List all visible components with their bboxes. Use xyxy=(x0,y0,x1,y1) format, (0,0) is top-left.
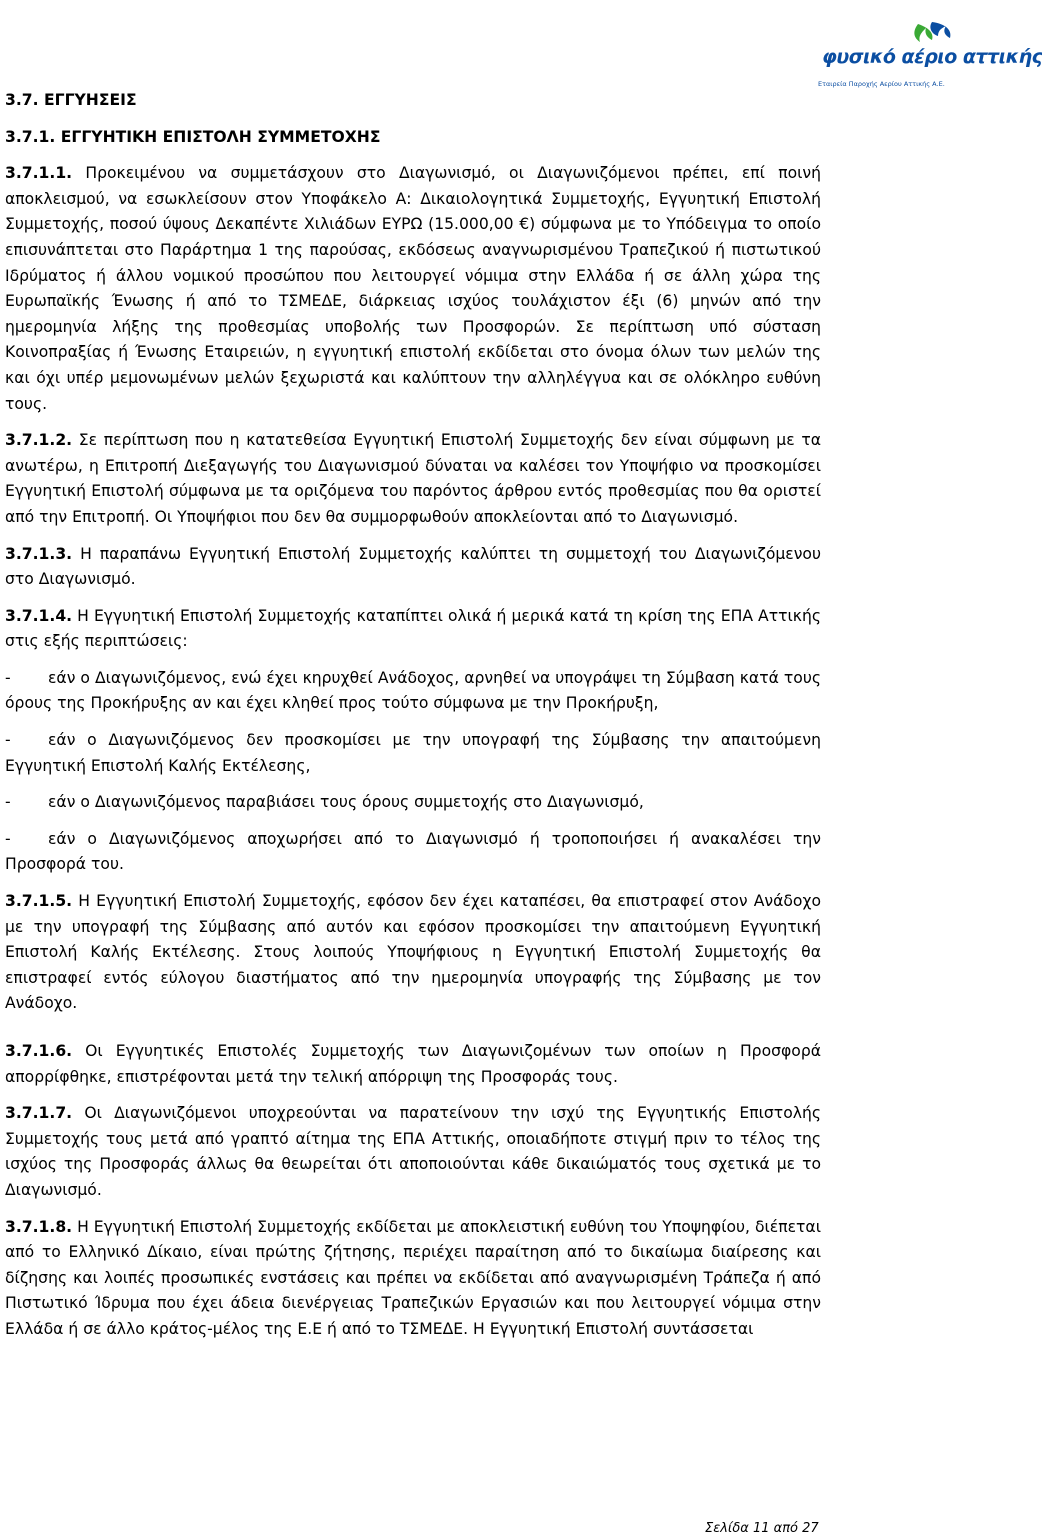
paragraph-3-7-1-4 xyxy=(5,604,821,655)
paragraph-text: Οι Εγγυητικές Επιστολές Συμμετοχής των Διαγωνιζομένων των οποίων η Προσφορά απορρίφθηκε, επιστρέφονται μετά την τελική απόρριψη της Προσφοράς τους. xyxy=(5,1042,821,1086)
list-item xyxy=(5,790,821,816)
paragraph-number: 3.7.1.2. xyxy=(5,431,73,450)
list-item-text: εάν ο Διαγωνιζόμενος, ενώ έχει κηρυχθεί Ανάδοχος, αρνηθεί να υπογράψει τη Σύμβαση κατά τους όρους της Προκήρυξης αν και έχει κληθεί προς τούτο σύμφωνα με την Προκήρυξη, xyxy=(5,668,821,713)
paragraph-text: Η Εγγυητική Επιστολή Συμμετοχής εκδίδεται με αποκλειστική ευθύνη του Υποψηφίου, διέπεται από το Ελληνικό Δίκαιο, είναι πρώτης ζήτησης, περιέχει παραίτηση από το δικαίωμα διαίρεσης και δίζησης και λοιπές προσωπικές ενστάσεις και πρέπει να εκδίδεται από αναγνωρισμένη Τράπεζα ή από Πιστωτικό Ίδρυμα που έχει άδεια διενέργειας Τραπεζικών Εργασιών και που λειτουργεί νόμιμα στην Ελλάδα ή σε άλλο κράτος-μέλος της Ε.Ε ή από το ΤΣΜΕΔΕ. Η Εγγυητική Επιστολή συντάσσεται xyxy=(5,1217,821,1338)
paragraph-3-7-1-8 xyxy=(5,1215,821,1343)
paragraph-number: 3.7.1.4. xyxy=(5,606,73,625)
paragraph-text: Η παραπάνω Εγγυητική Επιστολή Συμμετοχής καλύπτει τη συμμετοχή του Διαγωνιζόμενου στο Διαγωνισμό. xyxy=(5,544,821,589)
list-item xyxy=(5,728,821,779)
list-item-text: εάν ο Διαγωνιζόμενος παραβιάσει τους όρους συμμετοχής στο Διαγωνισμό, xyxy=(48,793,644,812)
list-dash: - xyxy=(5,731,11,750)
paragraph-3-7-1-5 xyxy=(5,889,821,1017)
list-dash: - xyxy=(5,793,11,812)
logo-caption: Εταιρεία Παροχής Αερίου Αττικής Α.Ε. xyxy=(818,80,945,88)
list-item-text: εάν ο Διαγωνιζόμενος δεν προσκομίσει με την υπογραφή της Σύμβασης την απαιτούμενη Εγγυητική Επιστολή Καλής Εκτέλεσης, xyxy=(5,731,821,775)
list-dash: - xyxy=(5,829,11,848)
document-body xyxy=(5,88,821,1354)
list-dash: - xyxy=(5,668,11,687)
paragraph-3-7-1-1 xyxy=(5,161,821,417)
paragraph-text: Η Εγγυητική Επιστολή Συμμετοχής, εφόσον δεν έχει καταπέσει, θα επιστραφεί στον Ανάδοχο με την υπογραφή της Σύμβασης από αυτόν και εφόσον προσκομίσει την απαιτούμενη Εγγυητική Επιστολή Καλής Εκτέλεσης. Στους λοιπούς Υποψήφιους η Εγγυητική Επιστολή Συμμετοχής θα επιστραφεί εντός εύλογου διαστήματος από την ημερομηνία υπογραφής της Σύμβασης με τον Ανάδοχο. xyxy=(5,892,821,1013)
paragraph-3-7-1-3 xyxy=(5,542,821,593)
list-item-text: εάν ο Διαγωνιζόμενος αποχωρήσει από το Διαγωνισμό ή τροποποιήσει ή ανακαλέσει την Προσφορά του. xyxy=(5,829,821,874)
paragraph-3-7-1-6 xyxy=(5,1039,821,1090)
paragraph-3-7-1-7 xyxy=(5,1101,821,1203)
paragraph-number: 3.7.1.1. xyxy=(5,164,73,183)
paragraph-number: 3.7.1.8. xyxy=(5,1217,73,1236)
paragraph-number: 3.7.1.3. xyxy=(5,544,73,563)
subsection-heading: 3.7.1. ΕΓΓΥΗΤΙΚΗ ΕΠΙΣΤΟΛΗ ΣΥΜΜΕΤΟΧΗΣ xyxy=(5,127,381,146)
paragraph-number: 3.7.1.7. xyxy=(5,1104,73,1123)
paragraph-number: 3.7.1.5. xyxy=(5,892,73,911)
paragraph-text: Προκειμένου να συμμετάσχουν στο Διαγωνισμό, οι Διαγωνιζόμενοι πρέπει, επί ποινή αποκλεισμού, να εσωκλείσουν στον Υποφάκελο Α: Δικαιολογητικά Συμμετοχής, Εγγυητική Επιστολή Συμμετοχής, ποσού ύψους Δεκαπέντε Χιλιάδων ΕΥΡΩ (15.000,00 €) σύμφωνα με το Υπόδειγμα το οποίο επισυνάπτεται στο Παράρτημα 1 της παρούσας, εκδόσεως αναγνωρισμένου Τραπεζικού ή πιστωτικού Ιδρύματος ή άλλου νομικού προσώπου που λειτουργεί νόμιμα στην Ελλάδα ή σε άλλη χώρα της Ευρωπαϊκής Ένωσης ή από το ΤΣΜΕΔΕ, διάρκειας ισχύος τουλάχιστον έξι (6) μηνών από την ημερομηνία λήξης της προθεσμίας υποβολής των Προσφορών. Σε περίπτωση υπό σύσταση Κοινοπραξίας ή Ένωσης Εταιρειών, η εγγυητική επιστολή εκδίδεται στο όνομα όλων των μελών της και όχι υπέρ μεμονωμένων μελών ξεχωριστά και καλύπτουν την αλληλέγγυα και σε ολόκληρο ευθύνη τους. xyxy=(5,164,821,413)
paragraph-text: Σε περίπτωση που η κατατεθείσα Εγγυητική Επιστολή Συμμετοχής δεν είναι σύμφωνη με τα ανωτέρω, η Επιτροπή Διεξαγωγής του Διαγωνισμού δύναται να καλέσει τον Υποψήφιο να προσκομίσει Εγγυητική Επιστολή σύμφωνα με τα οριζόμενα του παρόντος άρθρου εντός προθεσμίας που θα οριστεί από την Επιτροπή. Οι Υποψήφιοι που δεν θα συμμορφωθούν αποκλείονται από το Διαγωνισμό. xyxy=(5,431,821,526)
logo-text: φυσικό αέριο αττικής xyxy=(822,46,1042,68)
list-item xyxy=(5,827,821,878)
section-heading: 3.7. ΕΓΓΥΗΣΕΙΣ xyxy=(5,91,137,109)
paragraph-3-7-1-2 xyxy=(5,428,821,530)
paragraph-text: Η Εγγυητική Επιστολή Συμμετοχής καταπίπτει ολικά ή μερικά κατά τη κρίση της ΕΠΑ Αττικής στις εξής περιπτώσεις: xyxy=(5,606,821,651)
paragraph-text: Οι Διαγωνιζόμενοι υποχρεούνται να παρατείνουν την ισχύ της Εγγυητικής Επιστολής Συμμετοχής τους μετά από γραπτό αίτημα της ΕΠΑ Αττικής, οποιαδήποτε στιγμή πριν το τέλος της ισχύος της Προσφοράς άλλως θα θεωρείται ότι αποποιούνται κάθε δικαιώματός τους σχετικά με το Διαγωνισμό. xyxy=(5,1104,821,1199)
paragraph-number: 3.7.1.6. xyxy=(5,1042,73,1060)
company-logo xyxy=(814,20,1042,90)
page-footer: Σελίδα 11 από 27 xyxy=(705,1521,819,1536)
list-item xyxy=(5,666,821,717)
